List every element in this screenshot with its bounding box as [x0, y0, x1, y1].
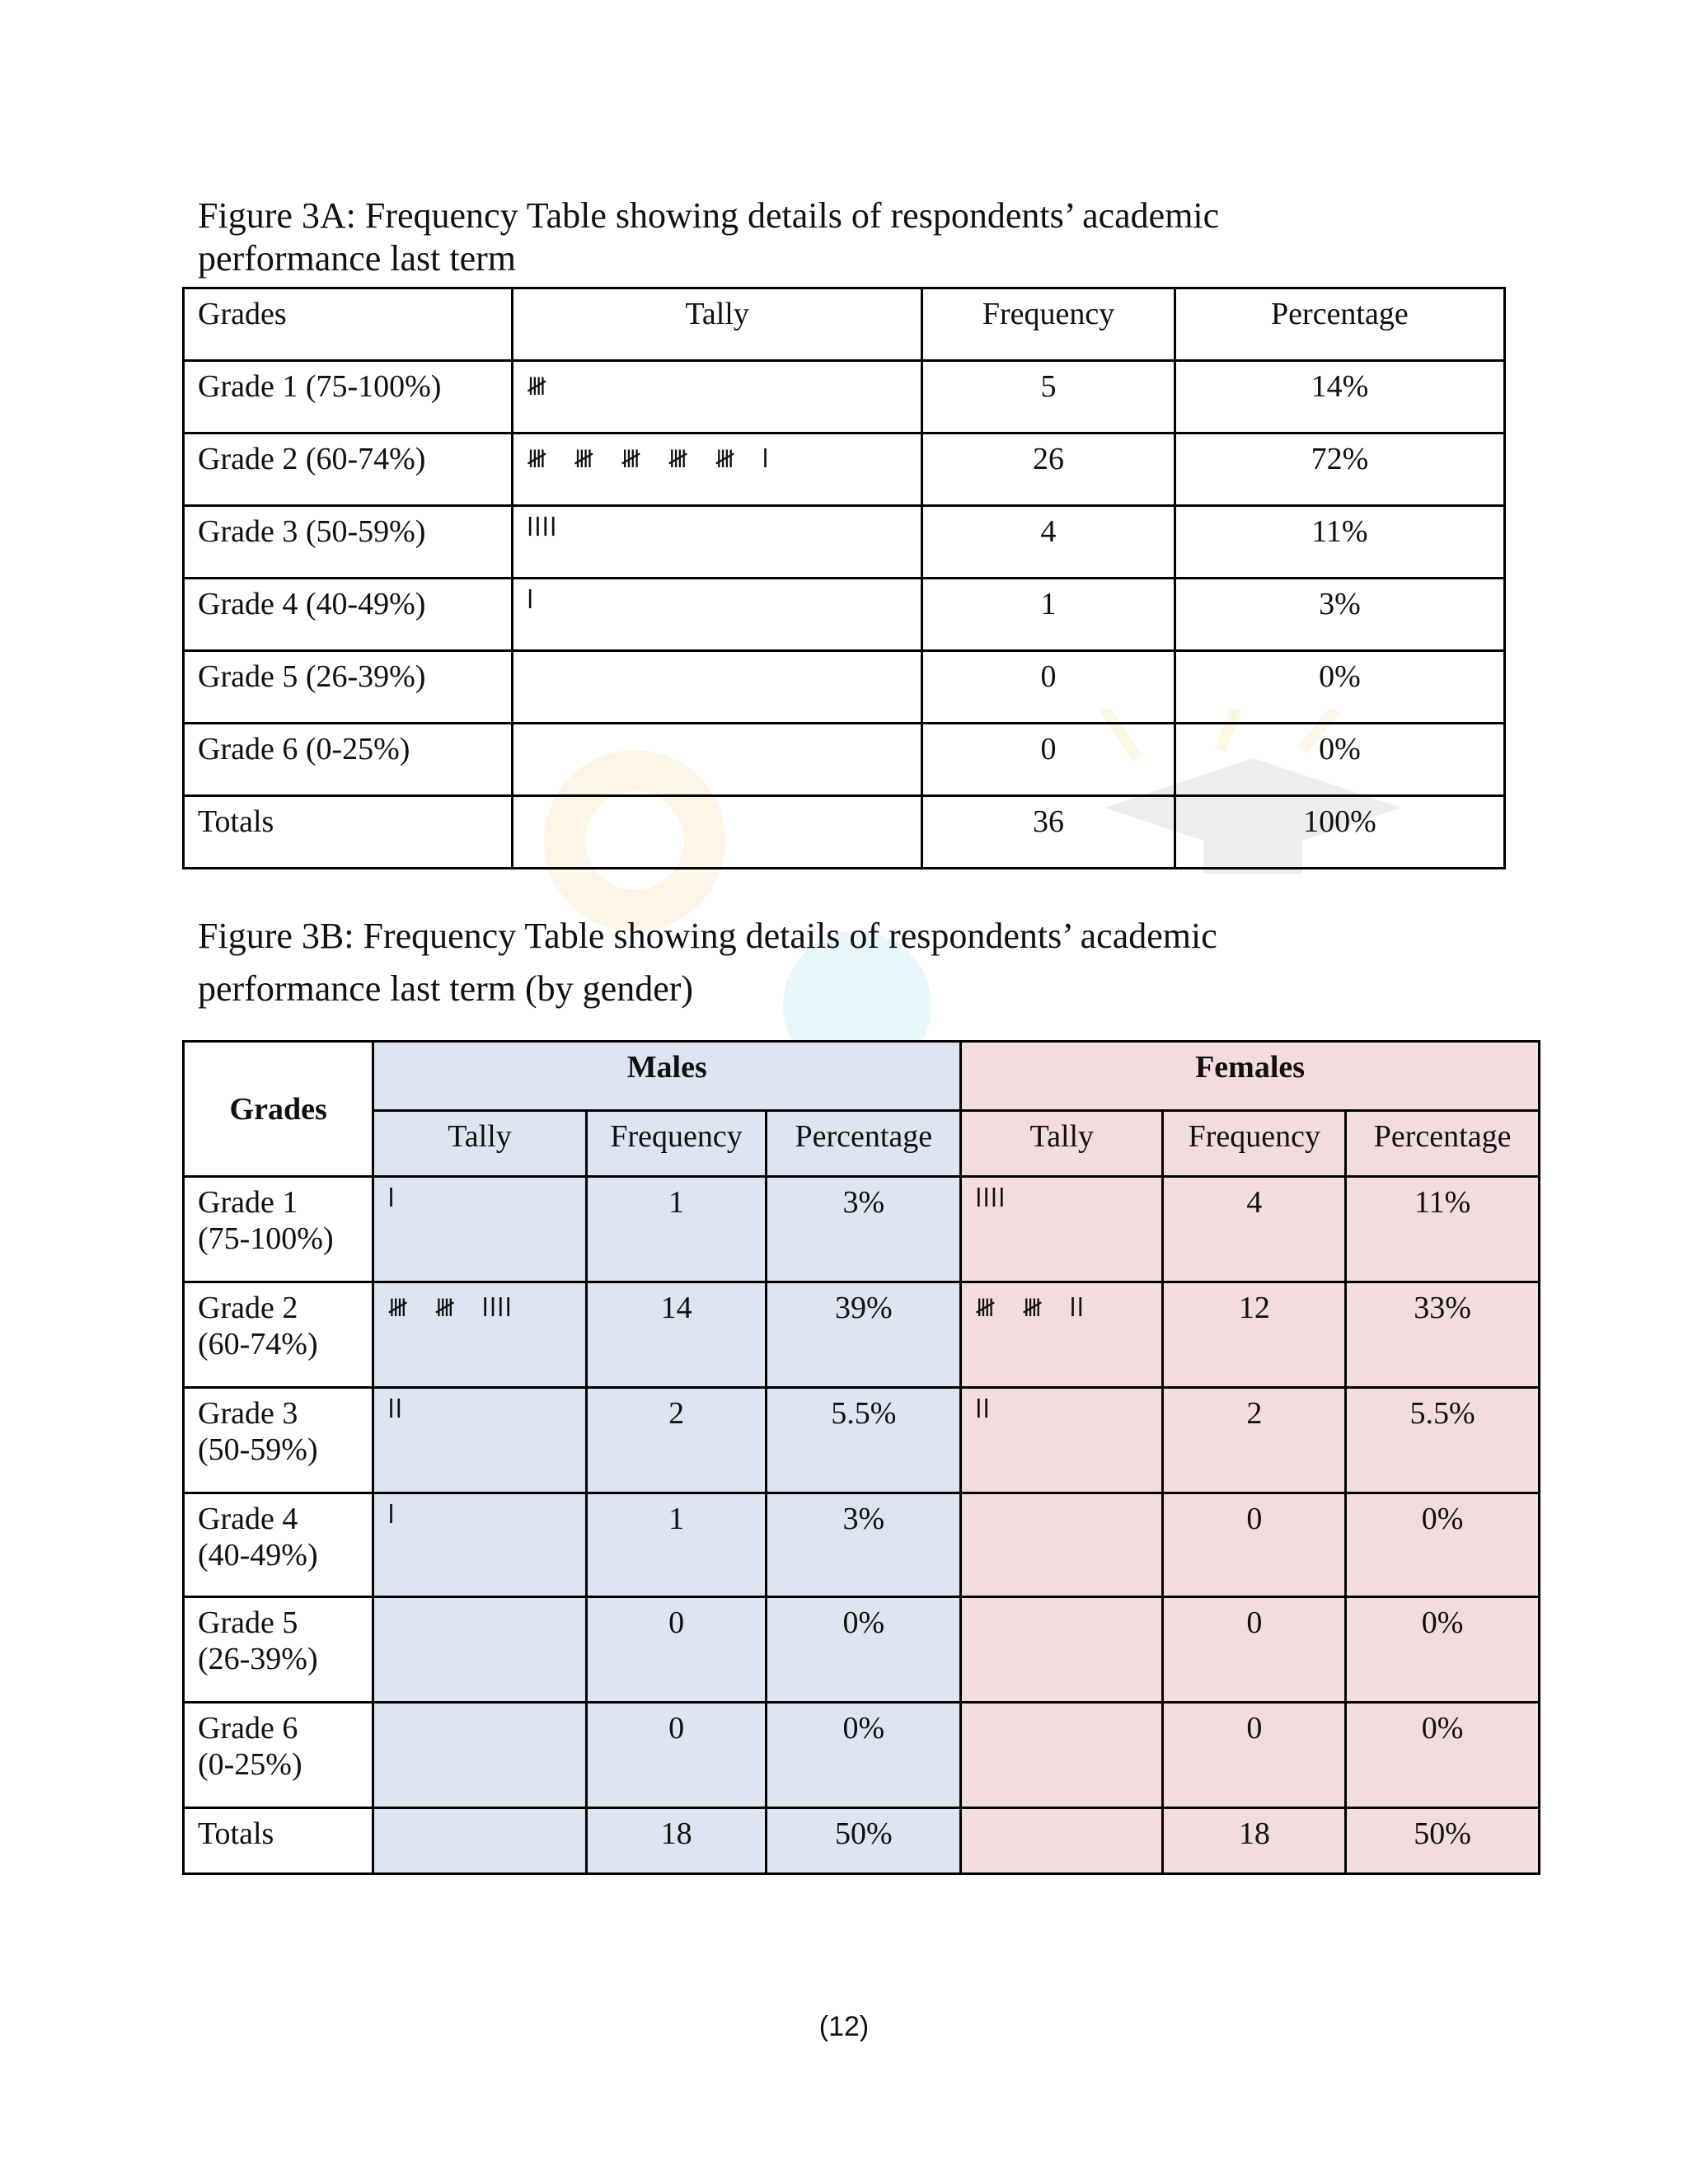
percentage-cell: 11%: [1175, 506, 1504, 579]
page-number: (12): [818, 2011, 870, 2042]
females-frequency-cell: 0: [1163, 1493, 1346, 1597]
table-row: [184, 1282, 1540, 1388]
females-percentage-cell: 50%: [1346, 1808, 1540, 1874]
table-row: [184, 506, 1505, 579]
grade-label: Grade 6: [198, 1711, 298, 1746]
table-row: [184, 579, 1505, 651]
males-percentage-cell: 0%: [767, 1597, 961, 1703]
tally-cell: 𝍸 𝍸 𝍸 𝍸 𝍸 l: [512, 434, 921, 506]
header-females: Females: [961, 1042, 1540, 1111]
totals-row: [184, 1808, 1540, 1874]
females-frequency-cell: 4: [1163, 1177, 1346, 1282]
header-females-frequency: Frequency: [1163, 1111, 1346, 1177]
figure-3b-caption: [198, 910, 1217, 1015]
figure-3a-caption: [198, 194, 1219, 280]
frequency-cell: 0: [922, 651, 1175, 724]
males-percentage-cell: 5.5%: [767, 1388, 961, 1493]
males-frequency-cell: 1: [586, 1493, 767, 1597]
table-row: [184, 1703, 1540, 1808]
females-tally-cell: llll: [961, 1177, 1163, 1282]
grade-cell: [184, 1703, 373, 1808]
males-tally-cell: ll: [373, 1388, 586, 1493]
males-frequency-cell: 18: [586, 1808, 767, 1874]
females-frequency-cell: 18: [1163, 1808, 1346, 1874]
table-row: [184, 1493, 1540, 1597]
header-females-tally: Tally: [961, 1111, 1163, 1177]
grade-cell: Grade 4 (40-49%): [184, 579, 513, 651]
figure-3a-caption-line1: Figure 3A: Frequency Table showing details of respondents’ academic: [198, 195, 1220, 236]
grade-cell: [184, 1282, 373, 1388]
grade-cell: Grade 2 (60-74%): [184, 434, 513, 506]
header-males-percentage: Percentage: [767, 1111, 961, 1177]
tally-cell: [512, 724, 921, 796]
males-tally-cell: [373, 1703, 586, 1808]
grade-cell: Grade 1 (75-100%): [184, 361, 513, 434]
frequency-cell: 4: [922, 506, 1175, 579]
header-grades: Grades: [184, 288, 513, 361]
grade-cell: Grade 6 (0-25%): [184, 724, 513, 796]
header-grades: Grades: [184, 1042, 373, 1177]
grade-cell: [184, 1597, 373, 1703]
figure-3b-table: [182, 1040, 1540, 1875]
females-percentage-cell: 0%: [1346, 1493, 1540, 1597]
females-tally-cell: [961, 1703, 1163, 1808]
grade-label: Grade 5: [198, 1605, 298, 1640]
sub-header-row: [184, 1111, 1540, 1177]
grade-range: (60-74%): [198, 1327, 318, 1361]
grade-label: Totals: [198, 1816, 274, 1851]
females-percentage-cell: 0%: [1346, 1597, 1540, 1703]
header-males-tally: Tally: [373, 1111, 586, 1177]
males-tally-cell: l: [373, 1493, 586, 1597]
females-frequency-cell: 0: [1163, 1597, 1346, 1703]
frequency-cell: 5: [922, 361, 1175, 434]
tally-cell: [512, 651, 921, 724]
grade-label: Grade 2: [198, 1291, 298, 1325]
grade-cell: Totals: [184, 796, 513, 869]
females-frequency-cell: 0: [1163, 1703, 1346, 1808]
grade-range: (75-100%): [198, 1221, 334, 1256]
tally-cell: l: [512, 579, 921, 651]
frequency-cell: 0: [922, 724, 1175, 796]
figure-3a-caption-line2: performance last term: [198, 238, 517, 279]
figure-3b-caption-line1: Figure 3B: Frequency Table showing details of respondents’ academic: [198, 916, 1217, 956]
group-header-row: [184, 1042, 1540, 1111]
table-row: [184, 361, 1505, 434]
percentage-cell: 3%: [1175, 579, 1504, 651]
females-tally-cell: [961, 1597, 1163, 1703]
grade-cell: [184, 1808, 373, 1874]
grade-label: Grade 1: [198, 1185, 298, 1220]
table-row: [184, 651, 1505, 724]
tally-cell: llll: [512, 506, 921, 579]
table-row: [184, 434, 1505, 506]
figure-3b-caption-line2: performance last term (by gender): [198, 968, 694, 1009]
females-percentage-cell: 5.5%: [1346, 1388, 1540, 1493]
totals-row: [184, 796, 1505, 869]
tally-cell: [512, 796, 921, 869]
grade-range: (26-39%): [198, 1642, 318, 1676]
table-header-row: [184, 288, 1505, 361]
males-percentage-cell: 3%: [767, 1177, 961, 1282]
figure-3a-table: [182, 287, 1506, 869]
males-tally-cell: [373, 1597, 586, 1703]
frequency-cell: 1: [922, 579, 1175, 651]
table-row: [184, 1177, 1540, 1282]
females-tally-cell: [961, 1493, 1163, 1597]
males-frequency-cell: 1: [586, 1177, 767, 1282]
males-percentage-cell: 50%: [767, 1808, 961, 1874]
header-females-percentage: Percentage: [1346, 1111, 1540, 1177]
header-males: Males: [373, 1042, 961, 1111]
grade-cell: Grade 3 (50-59%): [184, 506, 513, 579]
males-frequency-cell: 14: [586, 1282, 767, 1388]
grade-range: (0-25%): [198, 1747, 302, 1782]
header-frequency: Frequency: [922, 288, 1175, 361]
table-row: [184, 724, 1505, 796]
table-row: [184, 1597, 1540, 1703]
females-tally-cell: ll: [961, 1388, 1163, 1493]
percentage-cell: 14%: [1175, 361, 1504, 434]
header-males-frequency: Frequency: [586, 1111, 767, 1177]
grade-label: Grade 3: [198, 1396, 298, 1431]
header-tally: Tally: [512, 288, 921, 361]
percentage-cell: 72%: [1175, 434, 1504, 506]
males-frequency-cell: 0: [586, 1597, 767, 1703]
males-frequency-cell: 0: [586, 1703, 767, 1808]
females-frequency-cell: 2: [1163, 1388, 1346, 1493]
percentage-cell: 0%: [1175, 651, 1504, 724]
tally-cell: 𝍸: [512, 361, 921, 434]
males-tally-cell: l: [373, 1177, 586, 1282]
males-tally-cell: [373, 1808, 586, 1874]
grade-label: Grade 4: [198, 1502, 298, 1536]
males-percentage-cell: 3%: [767, 1493, 961, 1597]
frequency-cell: 26: [922, 434, 1175, 506]
percentage-cell: 0%: [1175, 724, 1504, 796]
females-frequency-cell: 12: [1163, 1282, 1346, 1388]
grade-range: (50-59%): [198, 1432, 318, 1467]
grade-range: (40-49%): [198, 1538, 318, 1572]
table-row: [184, 1388, 1540, 1493]
header-percentage: Percentage: [1175, 288, 1504, 361]
females-percentage-cell: 11%: [1346, 1177, 1540, 1282]
grade-cell: Grade 5 (26-39%): [184, 651, 513, 724]
males-tally-cell: 𝍸 𝍸 llll: [373, 1282, 586, 1388]
males-percentage-cell: 0%: [767, 1703, 961, 1808]
females-tally-cell: [961, 1808, 1163, 1874]
males-percentage-cell: 39%: [767, 1282, 961, 1388]
females-tally-cell: 𝍸 𝍸 ll: [961, 1282, 1163, 1388]
grade-cell: [184, 1388, 373, 1493]
females-percentage-cell: 0%: [1346, 1703, 1540, 1808]
grade-cell: [184, 1177, 373, 1282]
percentage-cell: 100%: [1175, 796, 1504, 869]
frequency-cell: 36: [922, 796, 1175, 869]
males-frequency-cell: 2: [586, 1388, 767, 1493]
grade-cell: [184, 1493, 373, 1597]
females-percentage-cell: 33%: [1346, 1282, 1540, 1388]
